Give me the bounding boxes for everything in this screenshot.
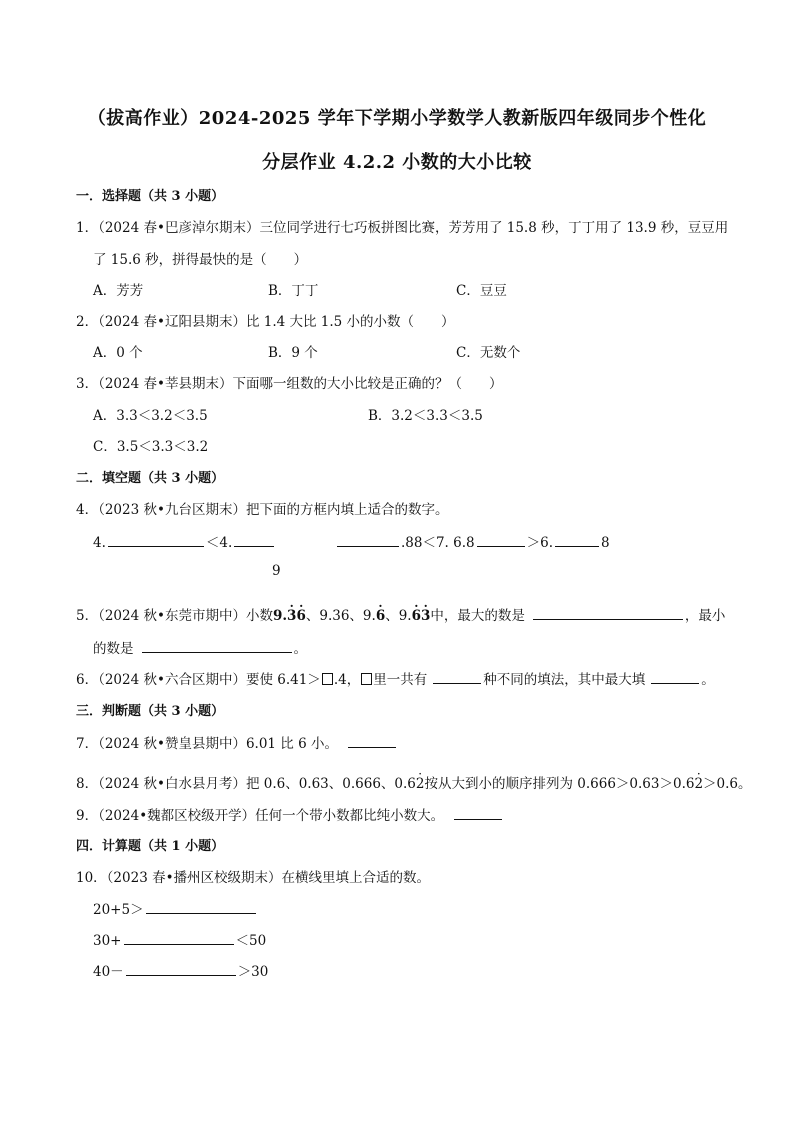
section-heading-choice: 一．选择题（共 3 小题） <box>76 189 225 204</box>
q4-part1-prefix: 4. <box>93 535 106 551</box>
q10-row3 <box>93 960 268 980</box>
q10-row2-suffix: ＜50 <box>235 933 267 949</box>
q5-n1-repeat-3: · 3 <box>287 608 296 624</box>
q10-blank-1[interactable] <box>146 899 256 914</box>
q6-blank-max[interactable] <box>651 669 699 684</box>
q6-blank-count[interactable] <box>433 669 481 684</box>
page-title-line2: 分层作业 4.2.2 小数的大小比较 <box>262 152 532 173</box>
q3-option-a[interactable]: A．3.3＜3.2＜3.5 <box>93 408 208 424</box>
page-title-line1: （拔高作业）2024-2025 学年下学期小学数学人教新版四年级同步个性化 <box>87 108 707 129</box>
q6-end: 。 <box>701 672 715 688</box>
q1-line2: 了 15.6 秒，拼得最快的是（ ） <box>93 252 308 268</box>
q2-option-b[interactable]: B．9 个 <box>268 345 318 361</box>
q8-repeat-digit-1: · 2 <box>416 776 425 792</box>
q6-prefix: 6．（2024 秋•六合区期中）要使 6.41＞ <box>76 672 321 688</box>
box-placeholder-icon <box>322 673 333 685</box>
q4-part1 <box>93 531 276 551</box>
q3-option-b[interactable]: B．3.2＜3.3＜3.5 <box>368 408 483 424</box>
q4-part2-compare: ＞6. <box>526 535 554 551</box>
q4-part2-tail: 8 <box>601 535 610 551</box>
q5-end: ，最小 <box>684 608 726 624</box>
q5-line2 <box>93 637 307 657</box>
q9-text: 9．（2024•魏都区校级开学）任何一个带小数都比纯小数大。 <box>76 808 445 824</box>
q4-part1-compare: ＜4. <box>205 535 233 551</box>
q1-line1: 1．（2024 春•巴彦淖尔期末）三位同学进行七巧板拼图比赛，芳芳用了 15.8 秒，丁丁用了 13.9 秒，豆豆用 <box>76 220 729 236</box>
q10-row3-prefix: 40－ <box>93 964 124 980</box>
q5-n4-repeat-6: · 6 <box>412 608 421 624</box>
q7-text: 7．（2024 秋•赞皇县期中）6.01 比 6 小。 <box>76 736 338 752</box>
q8-line <box>76 772 752 792</box>
q8-tail: ＞0.6。 <box>703 776 752 792</box>
q5-blank-min[interactable] <box>142 638 292 653</box>
q7-line <box>76 732 398 752</box>
q9-line <box>76 804 504 824</box>
q9-blank[interactable] <box>454 805 502 820</box>
q4-blank-2[interactable] <box>234 532 274 547</box>
q5-n4-repeat-3: · 3 <box>421 608 430 624</box>
q5-line2-end: 。 <box>293 641 307 657</box>
q3-option-c[interactable]: C．3.5＜3.3＜3.2 <box>93 439 209 455</box>
q5-n3-repeat-6: · 6 <box>376 608 385 624</box>
q5-sep2: 、9. <box>385 608 412 624</box>
q4-part2-text: .88＜7. 6.8 <box>401 535 475 551</box>
q10-row3-suffix: ＞30 <box>237 964 269 980</box>
q4-blank-4[interactable] <box>477 532 525 547</box>
q10-line1: 10．（2023 春•播州区校级期末）在横线里填上合适的数。 <box>76 870 431 886</box>
q4-line1: 4．（2023 秋•九台区期末）把下面的方框内填上适合的数字。 <box>76 502 449 518</box>
q8-prefix: 8．（2024 秋•白水县月考）把 0.6、0.63、0.666、0.6 <box>76 776 416 792</box>
q5-n1-repeat-6: · 6 <box>296 608 305 624</box>
q10-row1 <box>93 898 258 918</box>
q5-prefix: 5．（2024 秋•东莞市期中）小数 <box>76 608 273 624</box>
q5-line1 <box>76 604 725 624</box>
q2-option-a[interactable]: A．0 个 <box>93 345 143 361</box>
q6-mid3: 种不同的填法，其中最大填 <box>483 672 646 688</box>
q6-mid2: 里一共有 <box>373 672 428 688</box>
q10-row1-prefix: 20+5＞ <box>93 902 144 918</box>
q4-part2 <box>335 531 610 551</box>
section-heading-calc: 四．计算题（共 1 小题） <box>76 839 225 854</box>
q5-number-1 <box>273 608 306 624</box>
q10-blank-2[interactable] <box>124 930 234 945</box>
q5-n1-int: 9. <box>272 608 288 624</box>
q4-blank-1[interactable] <box>108 532 204 547</box>
q6-line1 <box>76 668 715 688</box>
q5-mid: 中，最大的数是 <box>430 608 525 624</box>
box-placeholder-icon <box>361 673 372 685</box>
q2-line1: 2．（2024 春•辽阳县期末）比 1.4 大比 1.5 小的小数（ ） <box>76 314 455 330</box>
section-heading-judge: 三．判断题（共 3 小题） <box>76 704 225 719</box>
q1-option-c[interactable]: C．豆豆 <box>456 283 507 299</box>
q10-row2-prefix: 30+ <box>93 933 122 949</box>
q7-blank[interactable] <box>348 733 396 748</box>
q5-blank-max[interactable] <box>533 605 683 620</box>
q4-sub-9: 9 <box>272 563 281 579</box>
q1-option-b[interactable]: B．丁丁 <box>268 283 319 299</box>
q5-sep1: 、9.36、9. <box>305 608 376 624</box>
q6-mid1: .4， <box>333 672 361 688</box>
q5-number-4 <box>412 608 431 624</box>
q1-option-a[interactable]: A．芳芳 <box>93 283 144 299</box>
q4-blank-3[interactable] <box>337 532 399 547</box>
q3-line1: 3．（2024 春•莘县期末）下面哪一组数的大小比较是正确的？（ ） <box>76 376 503 392</box>
q8-post: 按从大到小的顺序排列为 0.666＞0.63＞0.6 <box>424 776 695 792</box>
q8-repeat-digit-2: · 2 <box>694 776 703 792</box>
q4-blank-5[interactable] <box>555 532 599 547</box>
q10-row2 <box>93 929 266 949</box>
q2-option-c[interactable]: C．无数个 <box>456 345 521 361</box>
q5-line2-label: 的数是 <box>93 641 134 657</box>
q10-blank-3[interactable] <box>126 961 236 976</box>
section-heading-fill: 二．填空题（共 3 小题） <box>76 471 225 486</box>
